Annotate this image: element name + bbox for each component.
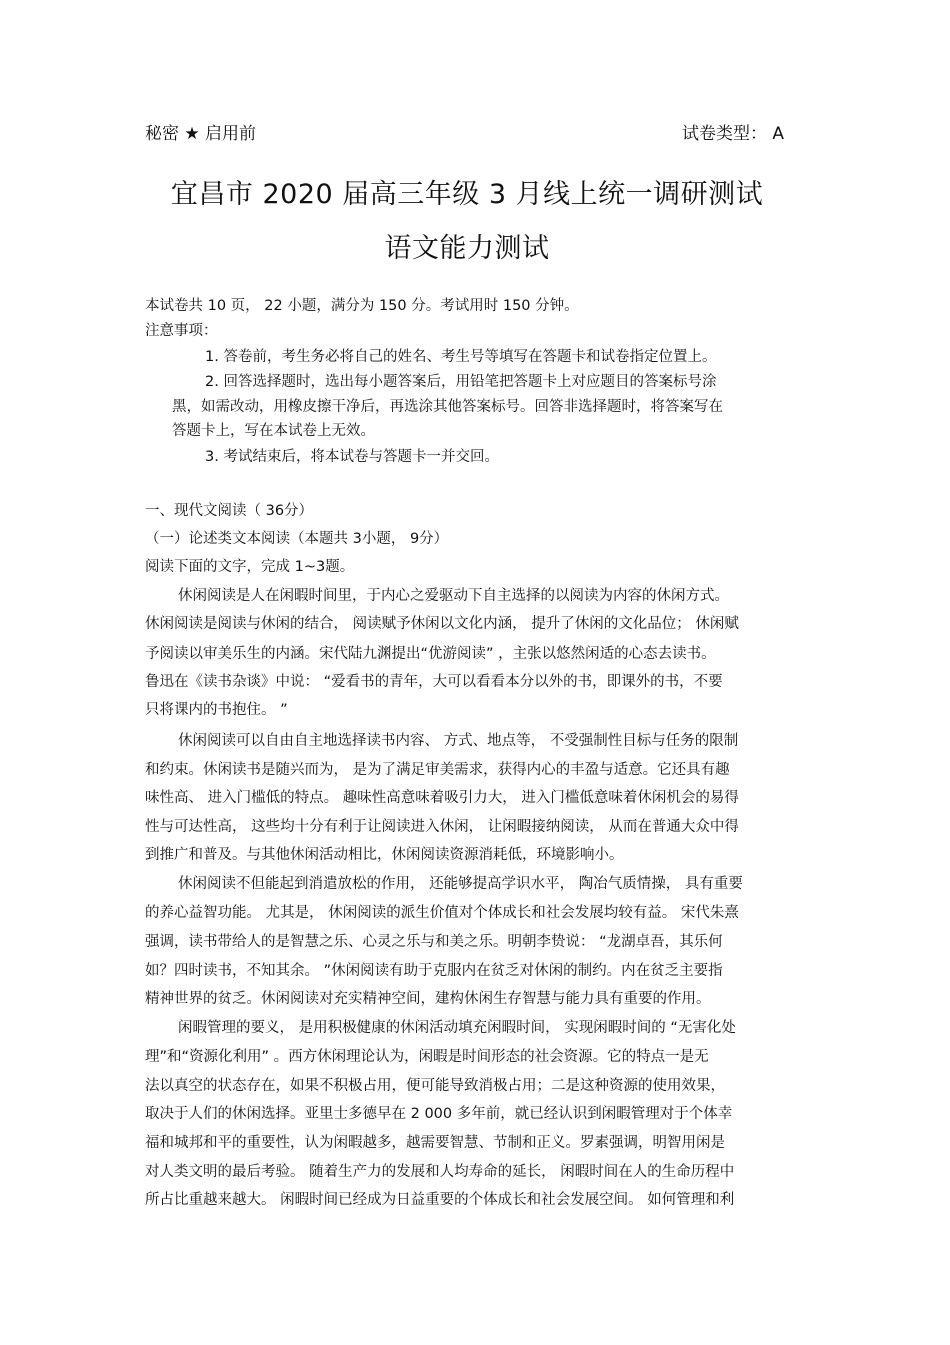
passage-line: 予阅读以审美乐生的内涵。宋代陆九渊提出“优游阅读” ，主张以悠然闲适的心态去读书。 bbox=[145, 646, 716, 662]
exam-summary: 本试卷共 10 页， 22 小题，满分为 150 分。考试用时 150 分钟。 bbox=[145, 298, 579, 314]
exam-subtitle: 语文能力测试 bbox=[384, 233, 550, 264]
notice-item-2: 2. 回答选择题时，选出每小题答案后，用铅笔把答题卡上对应题目的答案标号涂 bbox=[205, 374, 717, 390]
notice-label: 注意事项： bbox=[145, 323, 218, 339]
passage-line: 所占比重越来越大。 闲暇时间已经成为日益重要的个体成长和社会发展空间。 如何管理和利 bbox=[145, 1192, 735, 1208]
passage-line: 鲁迅在《读书杂谈》中说： “爱看书的青年，大可以看看本分以外的书，即课外的书，不要 bbox=[145, 674, 723, 690]
passage-line: 只将课内的书抱住。 ” bbox=[145, 702, 288, 718]
notice-item-1: 1. 答卷前，考生务必将自己的姓名、考生号等填写在答题卡和试卷指定位置上。 bbox=[205, 349, 717, 365]
passage-line: 法以真空的状态存在，如果不积极占用，便可能导致消极占用；二是这种资源的使用效果， bbox=[145, 1078, 725, 1094]
passage-line: 休闲阅读是人在闲暇时间里，于内心之爱驱动下自主选择的以阅读为内容的休闲方式。 bbox=[178, 588, 729, 604]
passage-line: 休闲阅读不但能起到消遣放松的作用， 还能够提高学识水平， 陶冶气质情操， 具有重要 bbox=[178, 876, 743, 892]
paper-type-label: 试卷类型： A bbox=[682, 124, 785, 144]
passage-line: 闲暇管理的要义， 是用积极健康的休闲活动填充闲暇时间， 实现闲暇时间的 “无害化处 bbox=[178, 1020, 736, 1036]
passage-line: 休闲阅读是阅读与休闲的结合， 阅读赋予休闲以文化内涵， 提升了休闲的文化品位； 休闲赋 bbox=[145, 616, 739, 632]
exam-title: 宜昌市 2020 届高三年级 3 月线上统一调研测试 bbox=[170, 179, 764, 210]
notice-item-3: 3. 考试结束后，将本试卷与答题卡一并交回。 bbox=[205, 449, 499, 465]
passage-line: 对人类文明的最后考验。 随着生产力的发展和人均寿命的延长， 闲暇时间在人的生命历程中 bbox=[145, 1164, 735, 1180]
reading-prompt: 阅读下面的文字，完成 1~3题。 bbox=[145, 559, 355, 575]
notice-item-2-cont: 黑，如需改动，用橡皮擦干净后，再选涂其他答案标号。回答非选择题时，将答案写在 bbox=[172, 399, 723, 415]
passage-line: 性与可达性高， 这些均十分有利于让阅读进入休闲， 让闲暇接纳阅读， 从而在普通大众中得 bbox=[145, 819, 739, 835]
section-subheading: （一）论述类文本阅读（本题共 3小题， 9分） bbox=[145, 531, 449, 547]
passage-line: 味性高、 进入门槛低的特点。 趣味性高意味着吸引力大， 进入门槛低意味着休闲机会的易得 bbox=[145, 790, 739, 806]
passage-line: 福和城邦和平的重要性，认为闲暇越多，越需要智慧、节制和正义。罗素强调，明智用闲是 bbox=[145, 1135, 725, 1151]
section-heading: 一、现代文阅读（ 36分） bbox=[145, 503, 314, 519]
passage-line: 精神世界的贫乏。休闲阅读对充实精神空间，建构休闲生存智慧与能力具有重要的作用。 bbox=[145, 991, 711, 1007]
passage-line: 和约束。休闲读书是随兴而为， 是为了满足审美需求，获得内心的丰盈与适意。它还具有趣 bbox=[145, 762, 730, 778]
passage-line: 的养心益智功能。 尤其是， 休闲阅读的派生价值对个体成长和社会发展均较有益。 宋代朱熹 bbox=[145, 905, 739, 921]
passage-line: 取决于人们的休闲选择。亚里士多德早在 2 000 多年前，就已经认识到闲暇管理对于个体幸 bbox=[145, 1106, 733, 1122]
passage-line: 到推广和普及。与其他休闲活动相比，休闲阅读资源消耗低，环境影响小。 bbox=[145, 847, 624, 863]
passage-line: 理”和“资源化利用” 。西方休闲理论认为，闲暇是时间形态的社会资源。它的特点一是无 bbox=[145, 1049, 709, 1065]
passage-line: 强调，读书带给人的是智慧之乐、心灵之乐与和美之乐。明朝李贽说： “龙湖卓吾，其乐何 bbox=[145, 934, 723, 950]
confidentiality-label: 秘密 ★ 启用前 bbox=[145, 124, 257, 144]
notice-item-2-end: 答题卡上，写在本试卷上无效。 bbox=[172, 423, 375, 439]
passage-line: 休闲阅读可以自由自主地选择读书内容、 方式、地点等， 不受强制性目标与任务的限制 bbox=[178, 733, 739, 749]
passage-line: 如？四时读书，不知其余。 ”休闲阅读有助于克服内在贫乏对休闲的制约。内在贫乏主要指 bbox=[145, 963, 723, 979]
